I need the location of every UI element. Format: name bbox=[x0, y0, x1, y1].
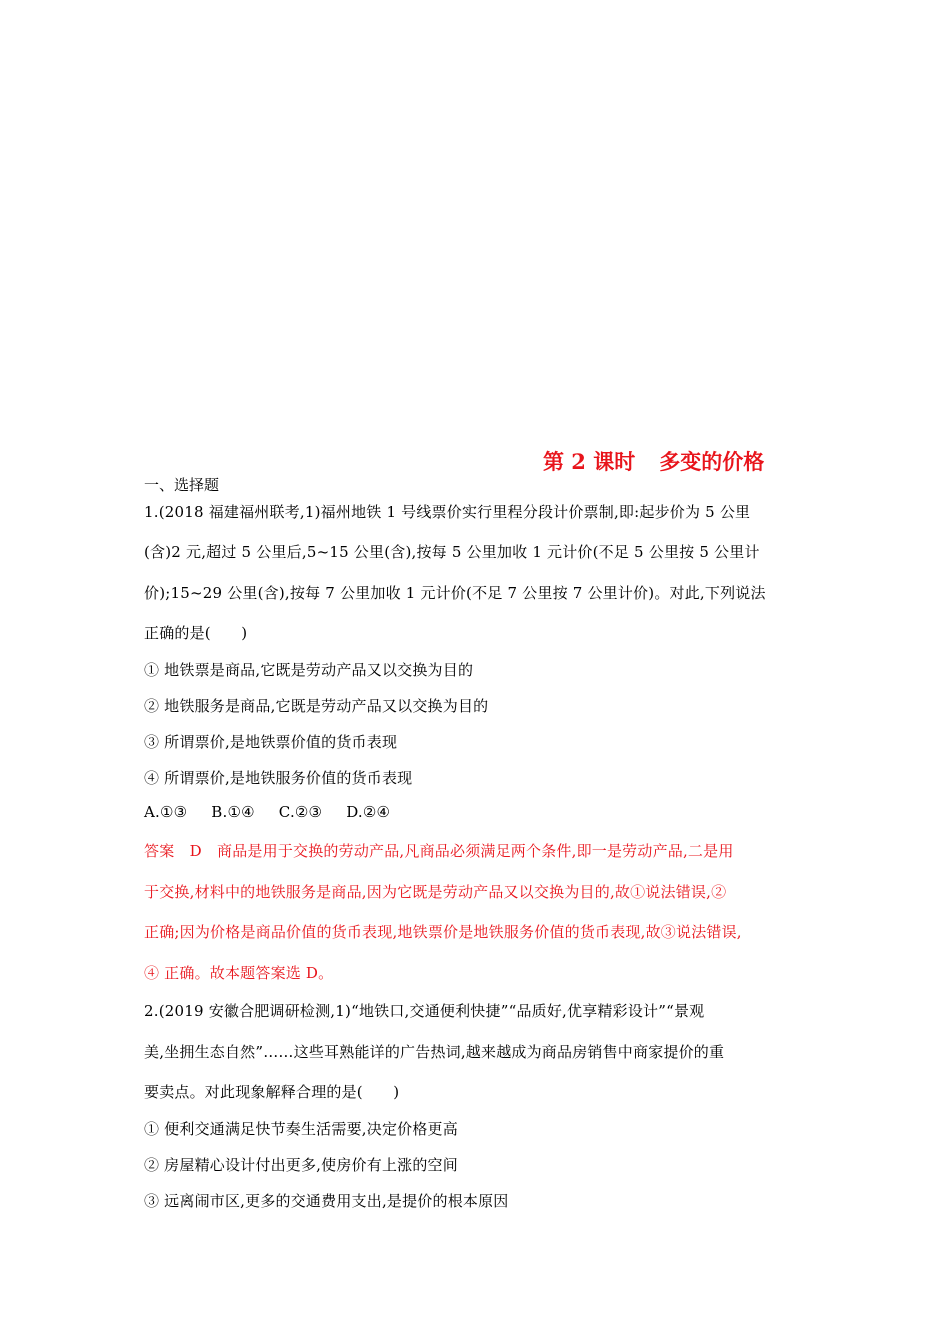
q1-statement-4: ④ 所谓票价,是地铁服务价值的货币表现 bbox=[144, 769, 413, 787]
q2-statement-3: ③ 远离闹市区,更多的交通费用支出,是提价的根本原因 bbox=[144, 1192, 509, 1210]
q1-line-1: 1.(2018 福建福州联考,1)福州地铁 1 号线票价实行里程分段计价票制,即:起步价为 5 公里 bbox=[144, 503, 751, 521]
q1-statement-1: ① 地铁票是商品,它既是劳动产品又以交换为目的 bbox=[144, 661, 474, 679]
q2-line-3: 要卖点。对此现象解释合理的是( ) bbox=[144, 1083, 400, 1101]
q1-statement-3: ③ 所谓票价,是地铁票价值的货币表现 bbox=[144, 733, 398, 751]
q1-line-3: 价);15~29 公里(含),按每 7 公里加收 1 元计价(不足 7 公里按 7 公里计价)。对此,下列说法 bbox=[144, 584, 766, 602]
q1-option-d: D.②④ bbox=[346, 803, 391, 821]
q1-option-b: B.①④ bbox=[211, 803, 255, 821]
q1-answer-line-3: 正确;因为价格是商品价值的货币表现,地铁票价是地铁服务价值的货币表现,故③说法错误, bbox=[144, 923, 742, 941]
q2-line-1: 2.(2019 安徽合肥调研检测,1)“地铁口,交通便利快捷”“品质好,优享精彩设计”“景观 bbox=[144, 1002, 705, 1020]
q1-line-4: 正确的是( ) bbox=[144, 624, 248, 642]
section-heading: 一、选择题 bbox=[144, 476, 220, 494]
q1-answer-line-2: 于交换,材料中的地铁服务是商品,因为它既是劳动产品又以交换为目的,故①说法错误,② bbox=[144, 883, 727, 901]
q2-line-2: 美,坐拥生态自然”……这些耳熟能详的广告热词,越来越成为商品房销售中商家提价的重 bbox=[144, 1043, 725, 1061]
lesson-number: 第 2 课时 bbox=[543, 449, 636, 474]
q1-answer-line-1: 答案 D 商品是用于交换的劳动产品,凡商品必须满足两个条件,即一是劳动产品,二是用 bbox=[144, 842, 734, 860]
page-title bbox=[543, 446, 764, 476]
q1-option-c: C.②③ bbox=[278, 803, 323, 821]
q2-statement-1: ① 便利交通满足快节奏生活需要,决定价格更高 bbox=[144, 1120, 458, 1138]
q1-answer-line-4: ④ 正确。故本题答案选 D。 bbox=[144, 964, 334, 982]
q2-statement-2: ② 房屋精心设计付出更多,使房价有上涨的空间 bbox=[144, 1156, 458, 1174]
q1-statement-2: ② 地铁服务是商品,它既是劳动产品又以交换为目的 bbox=[144, 697, 489, 715]
lesson-name: 多变的价格 bbox=[659, 449, 765, 474]
q1-option-a: A.①③ bbox=[144, 803, 188, 821]
q1-options bbox=[144, 803, 390, 821]
q1-line-2: (含)2 元,超过 5 公里后,5~15 公里(含),按每 5 公里加收 1 元计价(不足 5 公里按 5 公里计 bbox=[144, 543, 760, 561]
